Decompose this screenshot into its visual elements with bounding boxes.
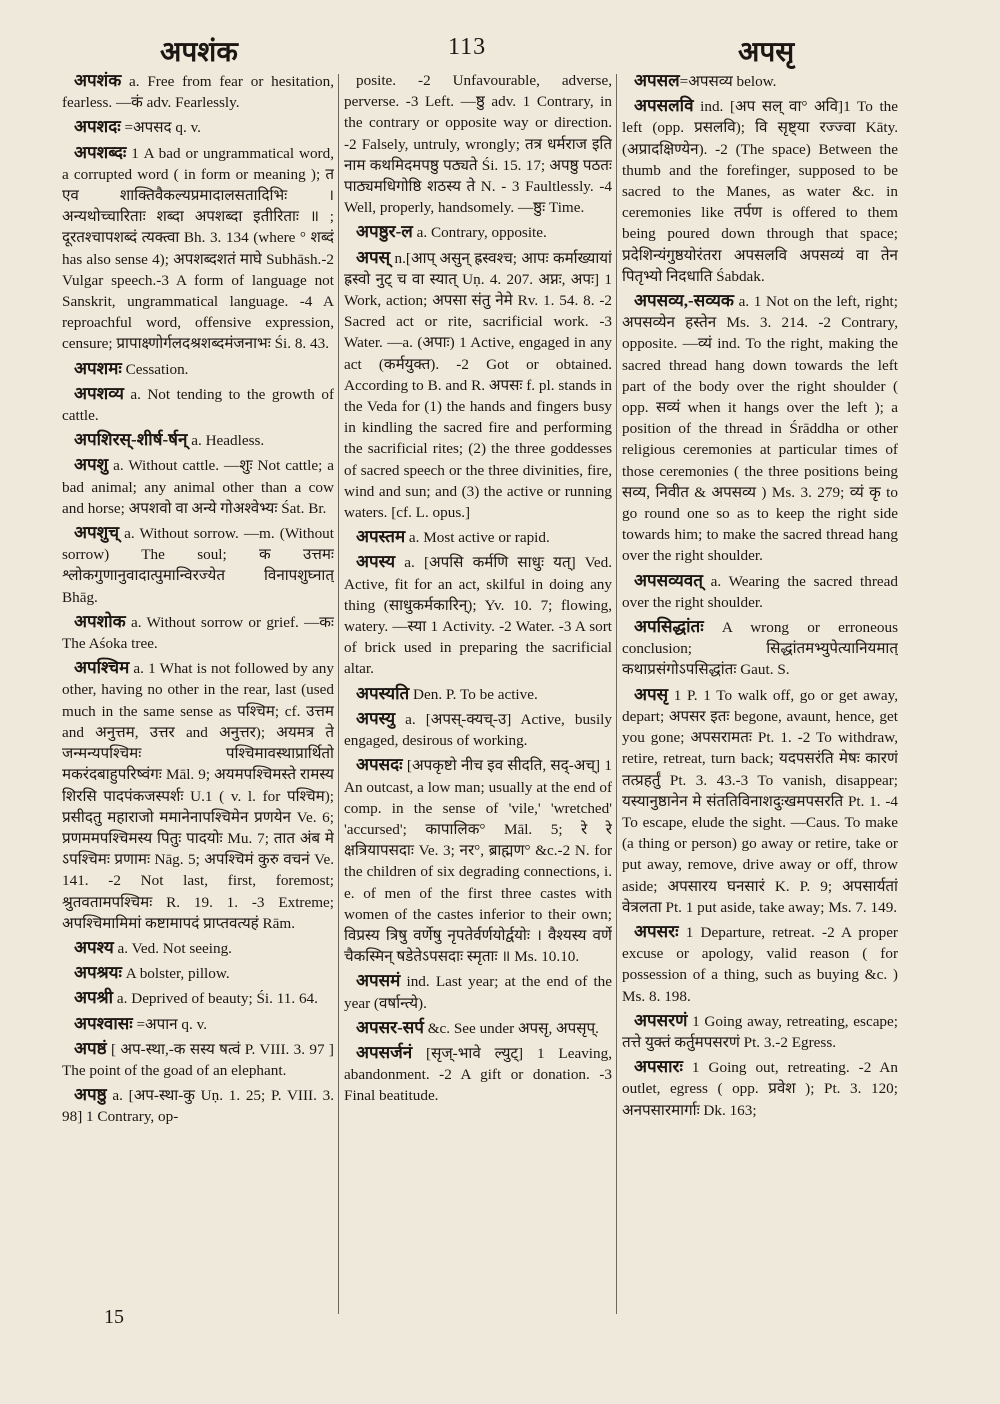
column-1 — [62, 70, 334, 1320]
dictionary-entry — [344, 683, 612, 705]
dictionary-entry — [622, 684, 898, 918]
headword: अपसव्य,-सव्यक — [634, 291, 734, 311]
headword: अपशदः — [74, 117, 121, 137]
dictionary-entry — [344, 551, 612, 679]
dictionary-entry — [622, 616, 898, 681]
entry-definition: a. Without sorrow or grief. —कः The Aśoka tree. — [62, 613, 334, 653]
dictionary-entry — [62, 70, 334, 113]
entry-definition: =अपान q. v. — [132, 1015, 207, 1033]
page-number: 113 — [448, 34, 487, 60]
column-divider — [338, 74, 339, 1314]
headword: अपस्यति — [356, 683, 410, 703]
entry-definition: [अपकृष्टो नीच इव सीदति, सद्-अच्] 1 An outcast, a low man; usually at the end of comp. in the sense of 'vile,' 'wretched' 'accursed'; कापालिक° Māl. 5; रे रे क्षत्रियापसदाः Ve. 3; नर°, ब्राह्मण° &c.-2 N. for the children of six degrading connections, i. e. of men of the first three castes with women of the castes inferior to their own; विप्रस्य त्रिषु वर्णेषु नृपतेर्वर्णयोर्द्वयोः । वैश्यस्य वर्णे चैकस्मिन् षडेतेऽपसदाः स्मृताः ॥ Ms. 10.10. — [344, 757, 612, 966]
headword: अपस्यु — [356, 708, 396, 728]
dictionary-entry — [62, 1013, 334, 1035]
header-right-word: अपसृ — [738, 37, 795, 68]
dictionary-entry — [344, 1017, 612, 1039]
entry-definition: a. [अपस्-क्यच्-उ] Active, busily engaged, desirous of working. — [344, 710, 612, 750]
dictionary-entry — [622, 921, 898, 1007]
entry-definition: posite. -2 Unfavourable, adverse, perverse. -3 Left. —ष्ठु adv. 1 Contrary, in the contrary or opposite way or direction. -2 Falsely, untruly, wrongly; तत्र धर्मराज इति नाम कथमिदमपष्ठु पठ्यते Śi. 15. 17; अपष्ठु पठतः पाठ्यमधिगोष्ठि शठस्य ते N. - 3 Faultlessly. -4 Well, properly, handsomely. —ष्ठुः Time. — [344, 72, 612, 217]
headword: अपसमं — [356, 971, 401, 991]
entry-definition: 1 Going out, retreating. -2 An outlet, egress ( opp. प्रवेश ); Pt. 3. 120; अनपसारमार्गाः Dk. 163; — [622, 1059, 898, 1119]
entry-definition: =अपसव्य below. — [679, 73, 777, 90]
entry-definition: a. 1 What is not followed by any other, having no other in the rear, last (used much in the same sense as पश्चिम; cf. उत्तम and अनुत्तम, उत्तर and अनुत्तर); अयमत्र ते जन्मन्यपश्चिमः पश्चिमावस्थाप्रार्थितो मकरंदबाहुपरिष्वंगः Māl. 9; अयमपश्चिमस्ते रामस्य शिरसि पादपंकजस्पर्शः U.1 ( v. l. for पश्चिम); प्रसीदतु महाराजो ममानेनापश्चिमेन प्रणयेन Ve. 6; प्रणममपश्चिमस्य पितुः पादयोः Mu. 7; तात अंब मे ऽपश्चिमः प्रणामः Nāg. 5; अपश्चिमं कुरु वचनं Ve. 141. -2 Not last, first, foremost; श्रुतवतामपश्चिमः R. 19. 1. -3 Extreme; अपश्चिमामिमां कष्टामापदं प्राप्तवत्यहं Rām. — [62, 660, 334, 932]
headword: अपश्रयः — [74, 963, 122, 983]
dictionary-entry — [344, 708, 612, 751]
headword: अपसर-सर्प — [356, 1017, 424, 1037]
entry-definition: a. [अप-स्था-कु Uṇ. 1. 25; P. VIII. 3. 98] 1 Contrary, op- — [62, 1087, 334, 1126]
entry-definition: a. Ved. Not seeing. — [113, 939, 232, 957]
dictionary-entry — [62, 383, 334, 426]
entry-definition: =अपसद q. v. — [120, 119, 201, 137]
entry-definition: n.[आप् असुन् ह्रस्वश्च; आपः कर्माख्यायां ह्रस्वो नुट् च वा स्यात् Uṇ. 4. 207. अप्नः, अपः] 1 Work, action; अपसा संतु नेमे Rv. 1. 54. 8. -2 Sacred act or rite, sacrificial work. -3 Water. —a. (अपाः) 1 Active, engaged in any act (कर्मयुक्त). -2 Got or obtained. According to B. and R. अपसः f. pl. stands in the Veda for (1) the hands and fingers busy in kindling the sacred fire and performing the sacrificial rites; (2) the three goddesses of sacred speech or the three divinities, fire, wind and sun; and (3) the active or running waters. [cf. L. opus.] — [344, 249, 612, 522]
entry-definition: a. Most active or rapid. — [405, 529, 550, 547]
entry-definition: 1 A bad or ungrammatical word, a corrupted word ( in form or meaning ); त एव शाक्तिवैकल्यप्रमादालसतादिभिः । अन्यथोच्चारिताः शब्दा अपशब्दा इतीरिताः ॥ ; दूरतश्चापशब्दं त्यक्त्वा Bh. 3. 134 (where ° शब्दं has also sense 4); अपशब्दशतं माघे Subhāsh.-2 Vulgar speech.-3 A form of language not Sanskrit, ungrammatical language. -4 A reproachful word, offensive expression, censure; प्रापाक्ष्णोर्गलदश्रशब्दमंजनाभः Śi. 8. 43. — [62, 144, 334, 353]
headword: अपशव्य — [74, 383, 124, 403]
entry-definition: [ अप-स्था,-क सस्य षत्वं P. VIII. 3. 97 ] The point of the goad of an elephant. — [62, 1040, 334, 1079]
entry-definition: a. [अपसि कर्मणि साधुः यत्] Ved. Active, fit for an act, skilful in doing any thing (साधुकर्मकारिन्); Yv. 10. 7; flowing, watery. —स्या 1 Activity. -2 Water. -3 A sort of brick used in preparing the sacrificial altar. — [344, 554, 612, 678]
headword: अपष्ठं — [74, 1038, 107, 1058]
entry-definition: a. Free from fear or hesitation, fearless. —कं adv. Fearlessly. — [62, 73, 334, 112]
headword: अपसर्जनं — [356, 1042, 413, 1062]
headword: अपसदः — [356, 755, 403, 775]
entry-definition: &c. See under अपसृ, अपसृप्. — [423, 1019, 599, 1037]
dictionary-entry — [62, 987, 334, 1009]
dictionary-entry — [62, 1038, 334, 1081]
headword: अपश्री — [74, 988, 114, 1008]
column-3 — [622, 70, 898, 1320]
dictionary-entry — [62, 962, 334, 984]
signature-mark: 15 — [104, 1306, 124, 1328]
dictionary-entry — [622, 95, 898, 287]
dictionary-entry — [62, 1084, 334, 1127]
dictionary-entry — [62, 116, 334, 138]
dictionary-entry — [344, 754, 612, 967]
headword: अपस्य — [356, 552, 396, 572]
entry-definition: 1 P. 1 To walk off, go or get away, depart; अपसर इतः begone, avaunt, hence, get you gone; अपसरामतः Pt. 1. -2 To withdraw, retire, retreat, turn back; यदपसरंति मेषः कारणं तत्प्रहर्तुं Pt. 3. 43.-3 To vanish, disappear; यस्यानुष्ठानेन मे संततिविनाशदुःखमपसरति Pt. 1. -4 To escape, elude the sight. —Caus. To make (a thing or person) go away or retire, take or put away, remove, drive away or off, throw aside; अपसारय घनसारं K. P. 9; अपसार्यतां वेत्रलता Pt. 1 put aside, take away; Ms. 7. 149. — [622, 686, 898, 916]
headword: अपसल — [634, 71, 680, 90]
dictionary-entry — [344, 526, 612, 548]
headword: अपसरणं — [634, 1010, 688, 1030]
running-header — [0, 28, 1000, 68]
dictionary-entry — [62, 937, 334, 959]
entry-definition: A bolster, pillow. — [121, 965, 230, 983]
entry-definition: Cessation. — [121, 360, 189, 378]
headword: अपष्ठु — [74, 1085, 107, 1105]
entry-definition: a. Not tending to the growth of cattle. — [62, 385, 334, 425]
entry-definition: a. Without cattle. —शुः Not cattle; a bad animal; any animal other than a cow and horse; अपशवो वा अन्ये गोअश्वेभ्यः Śat. Br. — [62, 457, 334, 517]
headword: अपसारः — [634, 1057, 683, 1077]
headword: अपसव्यवत् — [634, 570, 703, 590]
headword: अपश्वासः — [74, 1013, 133, 1033]
headword: अपश्चिम — [74, 658, 130, 678]
headword: अपशमः — [74, 358, 122, 378]
headword: अपष्ठुर-ल — [356, 222, 413, 242]
dictionary-entry — [622, 1056, 898, 1121]
dictionary-entry — [622, 570, 898, 613]
dictionary-entry — [62, 522, 334, 608]
dictionary-entry — [344, 70, 612, 218]
dictionary-entry — [622, 70, 898, 92]
dictionary-entry — [62, 358, 334, 380]
dictionary-entry — [344, 970, 612, 1013]
headword: अपशुच् — [74, 523, 119, 543]
dictionary-entry — [62, 657, 334, 934]
dictionary-entry — [62, 142, 334, 355]
entry-definition: a. Without sorrow. —m. (Without sorrow) The soul; क उत्तमः श्लोकगुणानुवादात्पुमान्विरज्येत विनापशुघ्नात् Bhāg. — [62, 525, 334, 606]
dictionary-entry — [622, 1010, 898, 1053]
entry-definition: a. Wearing the sacred thread over the right shoulder. — [622, 572, 898, 611]
dictionary-entry — [344, 221, 612, 243]
headword: अपशब्दः — [74, 142, 127, 162]
headword: अपशंक — [74, 71, 122, 90]
entry-definition: 1 Departure, retreat. -2 A proper excuse or apology, valid reason ( for possession of a thing, such as buying &c. ) Ms. 8. 198. — [622, 923, 898, 1005]
entry-definition: a. 1 Not on the left, right; अपसव्येन हस्तेन Ms. 3. 214. -2 Contrary, opposite. —व्यं ind. To the right, making the sacred thread hang down towards the left part of the body over the right shoulder ( opp. सव्यं when it hangs over the left ); a position of the thread in Śrāddha or other religious ceremonies at particular times of those ceremonies ( the three positions being सव्य, निवीत & अपसव्य ) Ms. 3. 279; व्यं कृ to go round one so as to keep the right side towards him; to make the sacred thread hang over the right shoulder. — [622, 293, 898, 565]
dictionary-entry — [62, 454, 334, 519]
headword: अपशोक — [74, 611, 126, 631]
dictionary-entry — [62, 611, 334, 654]
headword: अपसृ — [634, 684, 669, 704]
headword: अपसिद्धांतः — [634, 617, 704, 637]
entry-definition: a. Deprived of beauty; Śi. 11. 64. — [113, 990, 318, 1008]
headword: अपसरः — [634, 921, 679, 941]
headword: अपसलवि — [634, 96, 694, 116]
entry-definition: Den. P. To be active. — [409, 685, 538, 703]
headword: अपशिरस्-शीर्ष-र्षन् — [74, 430, 188, 450]
dictionary-entry — [344, 247, 612, 524]
entry-definition: A wrong or erroneous conclusion; सिद्धांतमभ्युपेत्यानियमात् कथाप्रसंगोऽपसिद्धांतः Gaut. S. — [622, 619, 898, 679]
headword: अपशु — [74, 455, 109, 475]
entry-definition: a. Headless. — [187, 432, 265, 450]
dictionary-entry — [62, 429, 334, 451]
headword: अपश्य — [74, 937, 114, 957]
dictionary-entry — [344, 1042, 612, 1107]
column-divider — [616, 74, 617, 1314]
entry-definition: 1 Going away, retreating, escape; तत्ते युक्तं कर्तुमपसरणं Pt. 3.-2 Egress. — [622, 1012, 898, 1051]
header-left-word: अपशंक — [160, 37, 238, 68]
headword: अपस् — [356, 247, 391, 267]
dictionary-entry — [622, 290, 898, 567]
entry-definition: ind. [अप सल् वा° अवि]1 To the left (opp. प्रसलवि); वि सृष्ट्या रज्ज्वा Kāty. (अप्रादक्षिण्येन). -2 (The space) Between the thumb and the forefinger, supposed to be sacred to the Manes, as water &c. in ceremonies like तर्पण is offered to them being poured down through that space; प्रदेशिन्यंगुष्ठयोरंतरा अपसलवि अपसव्यं वा तेन पितृभ्यो निदधाति Śabdak. — [622, 98, 898, 285]
headword: अपस्तम — [356, 527, 406, 547]
entry-definition: [सृज्-भावे ल्युट्] 1 Leaving, abandonment. -2 A gift or donation. -3 Final beatitude. — [344, 1044, 612, 1105]
entry-definition: ind. Last year; at the end of the year (वर्षान्त्ये). — [344, 973, 612, 1012]
entry-definition: a. Contrary, opposite. — [412, 224, 547, 242]
column-2 — [344, 70, 612, 1320]
